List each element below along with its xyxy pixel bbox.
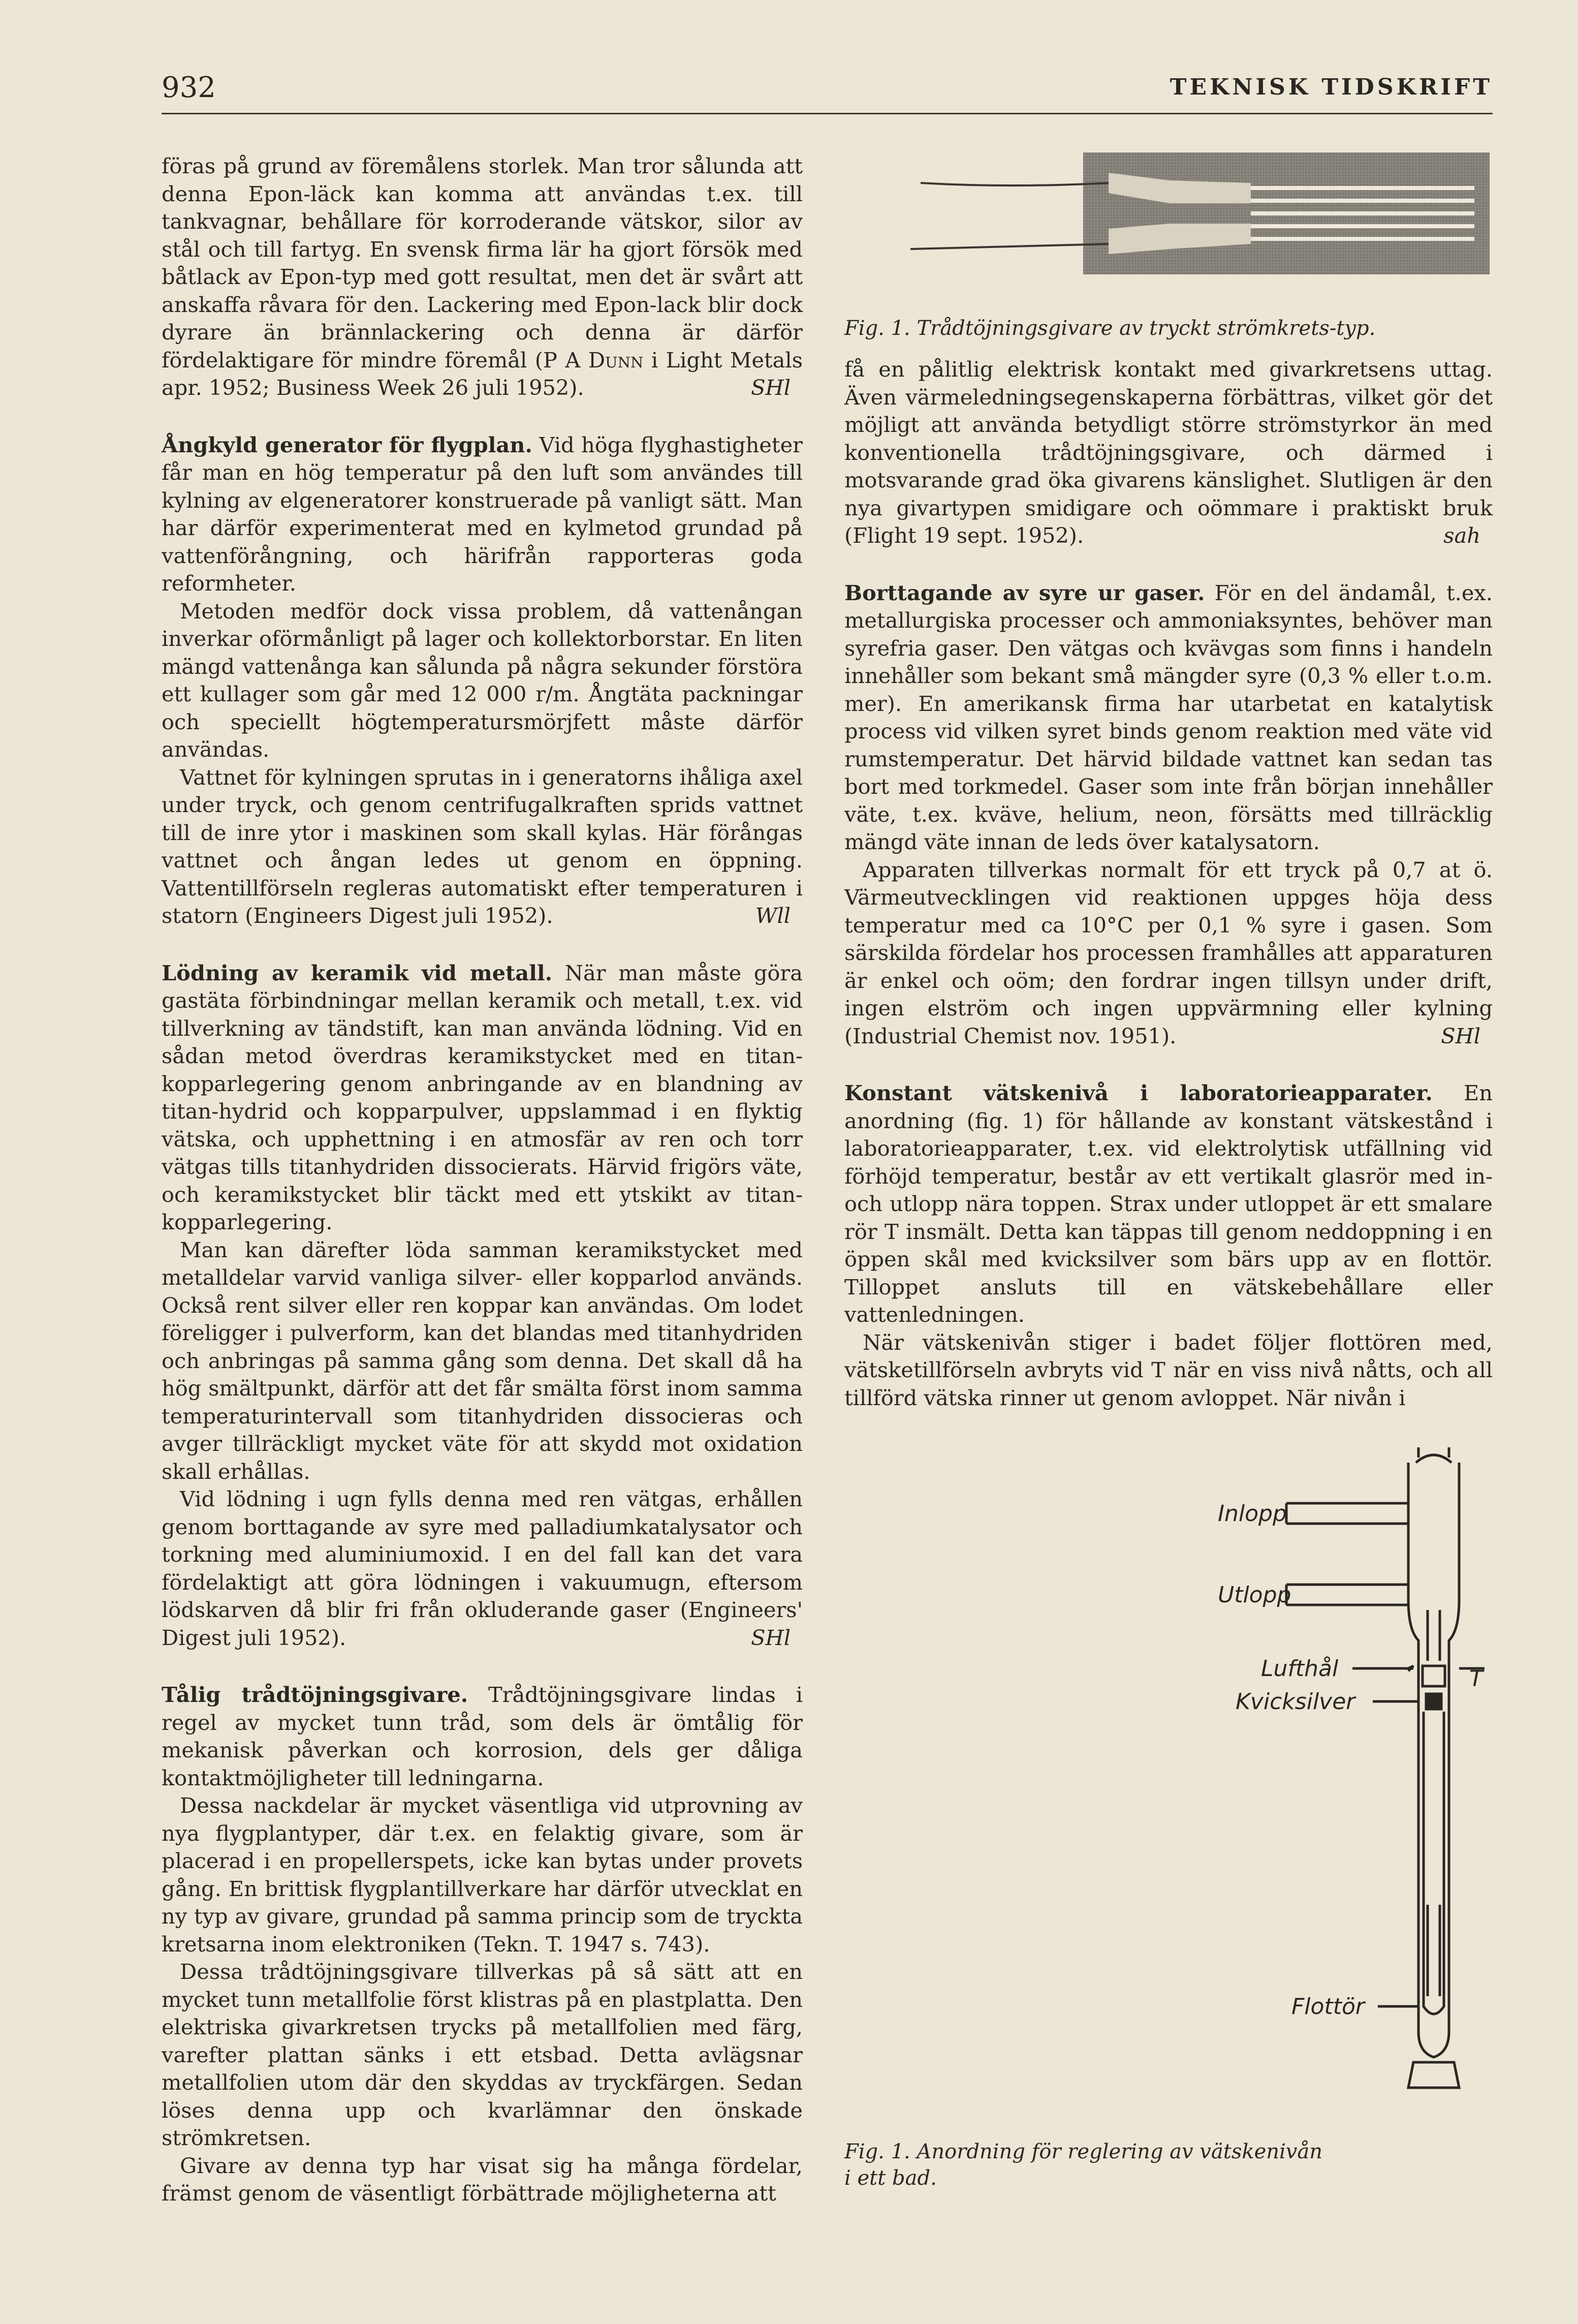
- author-signature: SHl: [751, 375, 791, 400]
- label-t: T: [1469, 1666, 1483, 1692]
- paragraph: Tålig trådtöjningsgivare. Trådtöjningsgivare lindas i regel av mycket tunn tråd, som dels är ömtålig för mekanisk påverkan och korrosion, dels ger dåliga kontaktmöjligheter till ledningarna.: [162, 1682, 803, 1790]
- figure-caption: Fig. 1. Trådtöjningsgivare av tryckt strömkrets-typ.: [844, 317, 1376, 340]
- figure-level-apparatus: [844, 1447, 1493, 2220]
- paragraph: Apparaten tillverkas normalt för ett tryck på 0,7 at ö. Värmeutvecklingen vid reaktionen uppges höja dess temperatur med ca 10°C per 0,1 % syre i gasen. Som särskilda fördelar hos processen framhålles att apparaturen är enkel och oöm; den fordrar ingen tillsyn under drift, ingen elström och ingen uppvärmning eller kylning (Industrial Chemist nov. 1951). SHl: [844, 856, 1493, 1050]
- article-headline: Ångkyld generator för flygplan.: [162, 432, 532, 457]
- paragraph: När vätskenivån stiger i badet följer flottören med, vätsketillförseln avbryts vid T när en viss nivå nåtts, och all tillförd vätska rinner ut genom avloppet. När nivån i: [844, 1329, 1493, 1410]
- article-steam-cooled-generator: [162, 431, 803, 930]
- left-column: [162, 152, 803, 2237]
- label-kvicksilver: Kvicksilver: [1236, 1689, 1355, 1715]
- right-column: [844, 152, 1493, 2220]
- paragraph: Konstant vätskenivå i laboratorieapparater. En anordning (fig. 1) för hållande av konstant vätskestånd i laboratorieapparater, t.ex. vid elektrolytisk utfällning vid förhöjd temperatur, består av ett vertikalt glasrör med in- och utlopp nära toppen. Strax under utloppet är ett smalare rör T insmält. Detta kan täppas till genom neddoppning i en öppen skål med kvicksilver som bärs upp av en flottör. Tilloppet ansluts till en vätskebehållare eller vattenledningen.: [844, 1080, 1493, 1327]
- article-strain-gauge: [162, 1681, 803, 2208]
- article-headline: Konstant vätskenivå i laboratorieapparater.: [844, 1080, 1433, 1105]
- label-inlopp: Inlopp: [1218, 1501, 1287, 1527]
- paragraph: Dessa nackdelar är mycket väsentliga vid utprovning av nya flygplantyper, där t.ex. en felaktig givare, som är placerad i en propellerspets, icke kan bytas under provets gång. En brittisk flygplantillverkare har därför utvecklat en ny typ av givare, grundad på samma princip som de tryckta kretsarna inom elektroniken (Tekn. T. 1947 s. 743).: [162, 1793, 803, 1957]
- paragraph: Dessa trådtöjningsgivare tillverkas på så sätt att en mycket tunn metallfolie först klistras på en plastplatta. Den elektriska givarkretsen trycks på metallfolien med färg, varefter plattan sänks i ett etsbad. Detta avlägsnar metallfolien utom där den skyddas av tryckfärgen. Sedan löses denna upp och kvarlämnar den önskade strömkretsen.: [162, 1959, 803, 2150]
- paragraph: Lödning av keramik vid metall. När man måste göra gastäta förbindningar mellan keramik och metall, t.ex. vid tillverkning av tändstift, kan man använda lödning. Vid en sådan metod överdras keramikstycket med en titan-kopparlegering genom anbringande av en blandning av titan-hydrid och kopparpulver, uppslammad i en flyktig vätska, och upphettning i en atmosfär av ren och torr vätgas tills titanhydriden dissocierats. Härvid frigörs väte, och keramikstycket blir täckt med ett ytskikt av titan-kopparlegering.: [162, 960, 803, 1234]
- paragraph: Ångkyld generator för flygplan. Vid höga flyghastigheter får man en hög temperatur på den luft som användes till kylning av elgeneratorer konstruerade på vanligt sätt. Man har därför experimenterat med en kylmetod grundad på vattenförångning, och härifrån rapporteras goda reformheter.: [162, 432, 803, 596]
- label-flottor: Flottör: [1291, 1994, 1365, 2020]
- author-name: Dunn: [588, 347, 644, 373]
- article-epon: [162, 152, 803, 402]
- strain-gauge-photo: [844, 152, 1493, 310]
- paragraph: Borttagande av syre ur gaser. För en del ändamål, t.ex. metallurgiska processer och ammoniaksyntes, behöver man syrefria gaser. Den vätgas och kvävgas som finns i handeln innehåller som bekant små mängder syre (0,3 % eller t.o.m. mer). En amerikansk firma har utarbetat en katalytisk process vid vilken syret binds genom reaktion med väte vid rumstemperatur. Det härvid bildade vattnet kan sedan tas bort med torkmedel. Gaser som inte från början innehåller väte, t.ex. kväve, helium, neon, försätts med tillräcklig mängd väte innan de leds över katalysatorn.: [844, 580, 1493, 854]
- author-signature: sah: [1443, 523, 1480, 548]
- author-signature: SHl: [1441, 1023, 1480, 1048]
- paragraph: Metoden medför dock vissa problem, då vattenångan inverkar oförmånligt på lager och kollektorborstar. En liten mängd vattenånga kan sålunda på några sekunder förstöra ett kullager som går med 12 000 r/m. Ångtäta packningar och speciellt högtemperatursmörjfett måste därför användas.: [162, 598, 803, 762]
- article-oxygen-removal: [844, 579, 1493, 1050]
- paragraph: Man kan därefter löda samman keramikstycket med metalldelar varvid vanliga silver- eller kopparlod används. Också rent silver eller ren koppar kan användas. Om lodet föreligger i pulverform, kan det blandas med titanhydriden och anbringas på samma gång som denna. Det skall då ha hög smältpunkt, därför att det får smälta först inom samma temperaturintervall som titanhydriden dissocieras och avger tillräckligt mycket väte för att skydd mot oxidation skall erhållas.: [162, 1237, 803, 1484]
- journal-title: TEKNISK TIDSKRIFT: [1170, 74, 1493, 100]
- article-ceramic-soldering: [162, 959, 803, 1652]
- page-header: [162, 71, 1493, 112]
- author-signature: Wll: [755, 903, 791, 928]
- paragraph: få en pålitlig elektrisk kontakt med givarkretsens uttag. Även värmeledningsegenskaperna förbättras, vilket gör det möjligt att använda betydligt större strömstyrkor än med konventionella trådtöjningsgivare, och därmed i motsvarande grad öka givarens känslighet. Slutligen är den nya givartypen smidigare och oömmare i praktiskt bruk (Flight 19 sept. 1952). sah: [844, 356, 1493, 550]
- article-headline: Tålig trådtöjningsgivare.: [162, 1682, 468, 1707]
- paragraph: föras på grund av föremålens storlek. Man tror sålunda att denna Epon-läck kan komma att användas t.ex. till tankvagnar, behållare för korroderande vätskor, silor av stål och till fartyg. En svensk firma lär ha gjort försök med båtlack av Epon-typ med gott resultat, men det är svårt att anskaffa råvara för den. Lackering med Epon-lack blir dock dyrare än brännlackering och denna är därför fördelaktigare för mindre föremål (P A Dunn i Light Metals apr. 1952; Business Week 26 juli 1952). SHl: [162, 152, 803, 402]
- article-strain-gauge-continued: [844, 356, 1493, 550]
- article-headline: Borttagande av syre ur gaser.: [844, 580, 1205, 605]
- label-utlopp: Utlopp: [1218, 1582, 1291, 1608]
- paragraph: Vid lödning i ugn fylls denna med ren vätgas, erhållen genom borttagande av syre med palladiumkatalysator och torkning med aluminiumoxid. I en del fall kan det vara fördelaktigt att göra lödningen i vakuumugn, eftersom lödskarven då blir fri från okluderande gaser (Engineers' Digest juli 1952). SHl: [162, 1485, 803, 1652]
- header-rule: [162, 113, 1493, 114]
- paragraph: Vattnet för kylningen sprutas in i generatorns ihåliga axel under tryck, och genom centrifugalkraften sprids vattnet till de inre ytor i maskinen som skall kylas. Här förångas vattnet och ångan ledes ut genom en öppning. Vattentillförseln regleras automatiskt efter temperaturen i statorn (Engineers Digest juli 1952). Wll: [162, 764, 803, 930]
- page-number: 932: [162, 71, 216, 104]
- author-signature: SHl: [751, 1625, 791, 1650]
- paragraph: Givare av denna typ har visat sig ha många fördelar, främst genom de väsentligt förbättrade möjligheterna att: [162, 2153, 803, 2206]
- article-constant-liquid-level: [844, 1079, 1493, 1412]
- level-apparatus-diagram: [844, 1447, 1493, 2128]
- label-lufthal: Lufthål: [1261, 1656, 1339, 1682]
- article-headline: Lödning av keramik vid metall.: [162, 960, 553, 985]
- figure-caption: Fig. 1. Anordning för reglering av vätskenivån i ett bad.: [844, 2140, 1323, 2190]
- figure-strain-gauge: [844, 152, 1493, 356]
